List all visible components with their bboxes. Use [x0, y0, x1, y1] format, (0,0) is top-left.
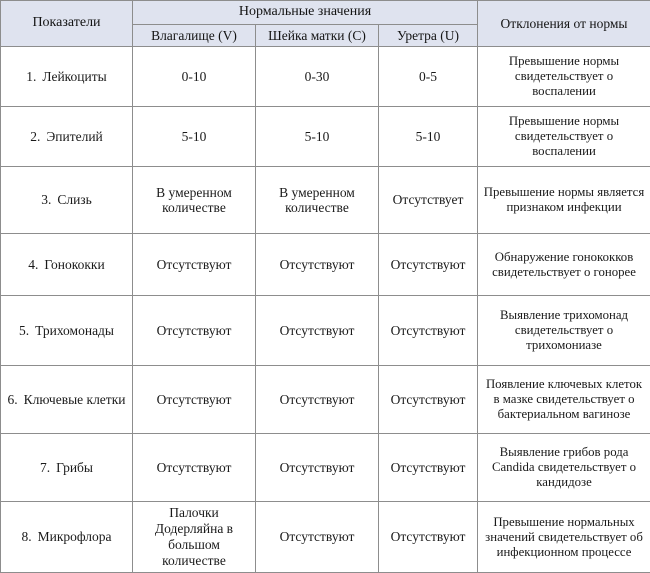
row-number: 1.	[26, 69, 36, 85]
cell-indicator	[1, 47, 133, 107]
cell-vagina: Отсутствуют	[133, 366, 256, 434]
table-row	[1, 296, 650, 366]
table-header-row-top	[1, 1, 650, 25]
indicator-label: Эпителий	[46, 129, 102, 144]
indicator-label: Гонококки	[44, 257, 104, 272]
cell-cervix: 5-10	[256, 107, 379, 167]
cell-urethra: Отсутствуют	[379, 366, 478, 434]
cell-indicator	[1, 502, 133, 573]
cell-cervix: Отсутствуют	[256, 296, 379, 366]
row-number: 4.	[28, 257, 38, 273]
cell-deviation: Превышение нормы является признаком инфекции	[478, 167, 650, 234]
table-row	[1, 434, 650, 502]
table-row	[1, 167, 650, 234]
table-header	[1, 1, 650, 47]
cell-deviation: Обнаружение гонококков свидетельствует о гонорее	[478, 234, 650, 296]
cell-deviation: Выявление грибов рода Candida свидетельствует о кандидозе	[478, 434, 650, 502]
cell-indicator	[1, 434, 133, 502]
cell-urethra: Отсутствуют	[379, 234, 478, 296]
cell-indicator	[1, 107, 133, 167]
cell-cervix: 0-30	[256, 47, 379, 107]
indicator-label: Трихомонады	[35, 323, 114, 338]
table-body	[1, 47, 650, 573]
indicator-label: Микрофлора	[38, 529, 112, 544]
indicator-label: Лейкоциты	[42, 69, 106, 84]
cell-cervix: Отсутствуют	[256, 434, 379, 502]
cell-urethra: Отсутствуют	[379, 434, 478, 502]
cell-vagina: Отсутствуют	[133, 296, 256, 366]
table-row	[1, 234, 650, 296]
table-row	[1, 47, 650, 107]
cell-deviation: Появление ключевых клеток в мазке свидетельствует о бактериальном вагинозе	[478, 366, 650, 434]
row-number: 2.	[30, 129, 40, 145]
cell-deviation: Превышение нормы свидетельствует о воспалении	[478, 47, 650, 107]
indicator-label: Слизь	[57, 192, 91, 207]
cell-urethra: 0-5	[379, 47, 478, 107]
indicator-label: Ключевые клетки	[24, 392, 126, 407]
cell-vagina: 5-10	[133, 107, 256, 167]
cell-deviation: Выявление трихомонад свидетельствует о трихомониазе	[478, 296, 650, 366]
cell-deviation: Превышение нормы свидетельствует о воспалении	[478, 107, 650, 167]
indicator-label: Грибы	[56, 460, 93, 475]
cell-urethra: Отсутствуют	[379, 502, 478, 573]
cell-vagina: Отсутствуют	[133, 234, 256, 296]
cell-indicator	[1, 366, 133, 434]
cell-deviation: Превышение нормальных значений свидетельствует об инфекционном процессе	[478, 502, 650, 573]
cell-urethra: 5-10	[379, 107, 478, 167]
cell-vagina: Отсутствуют	[133, 434, 256, 502]
row-number: 8.	[21, 529, 31, 545]
cell-indicator	[1, 234, 133, 296]
cell-vagina: В умеренном количестве	[133, 167, 256, 234]
column-header-vagina: Влагалище (V)	[133, 24, 256, 47]
cell-cervix: Отсутствуют	[256, 502, 379, 573]
row-number: 6.	[7, 392, 17, 408]
cell-vagina: 0-10	[133, 47, 256, 107]
cell-indicator	[1, 296, 133, 366]
column-header-indicators: Показатели	[1, 1, 133, 47]
cell-vagina: Палочки Додерляйна в большом количестве	[133, 502, 256, 573]
column-header-deviations: Отклонения от нормы	[478, 1, 650, 47]
column-header-cervix: Шейка матки (C)	[256, 24, 379, 47]
table-row	[1, 366, 650, 434]
cell-cervix: Отсутствуют	[256, 234, 379, 296]
row-number: 3.	[41, 192, 51, 208]
cell-cervix: В умеренном количестве	[256, 167, 379, 234]
cell-urethra: Отсутствуют	[379, 296, 478, 366]
column-header-normal-values-group: Нормальные значения	[133, 1, 478, 25]
cell-urethra: Отсутствует	[379, 167, 478, 234]
row-number: 7.	[40, 460, 50, 476]
column-header-urethra: Уретра (U)	[379, 24, 478, 47]
table-row	[1, 502, 650, 573]
row-number: 5.	[19, 323, 29, 339]
table-row	[1, 107, 650, 167]
cell-indicator	[1, 167, 133, 234]
cell-cervix: Отсутствуют	[256, 366, 379, 434]
